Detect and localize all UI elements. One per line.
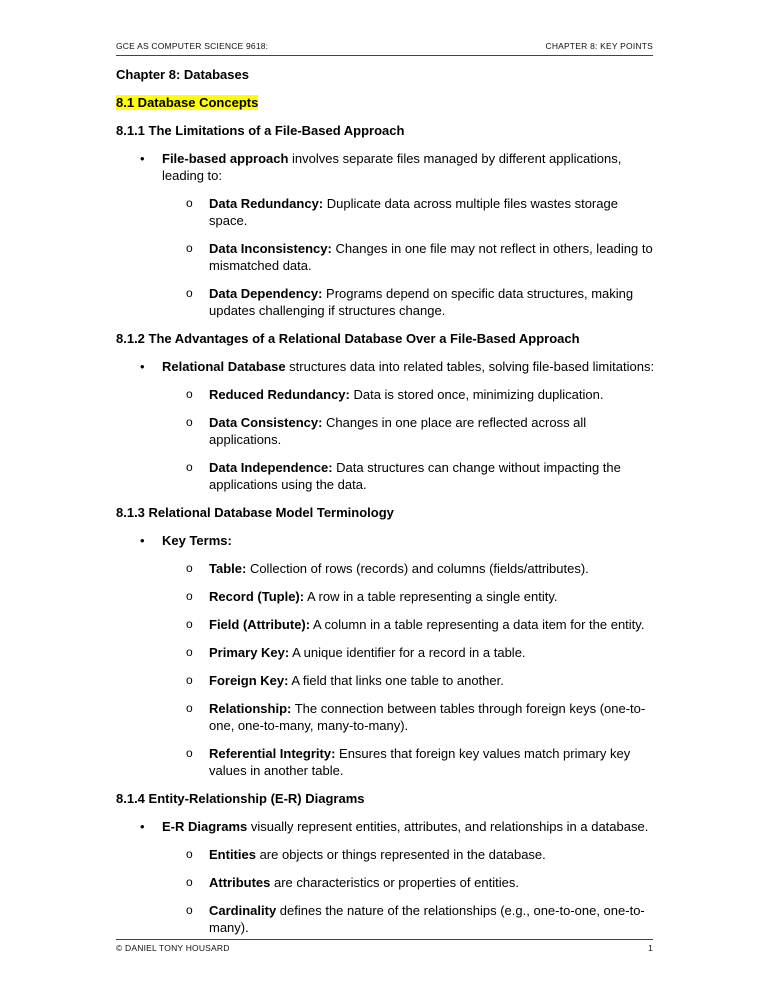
section (116, 330, 656, 493)
bullet-item (116, 818, 656, 835)
sub-bullet-item (116, 745, 656, 779)
sub-bullet-item (116, 846, 656, 863)
page-number: 1 (648, 943, 653, 953)
item-term: Data Consistency: (209, 415, 323, 430)
item-term: Data Independence: (209, 460, 333, 475)
item-text: Changes in one file may not reflect in others, leading to mismatched data. (209, 241, 653, 273)
item-text: defines the nature of the relationships (e.g., one-to-one, one-to-many). (209, 903, 645, 935)
circle-bullet-icon: o (186, 875, 193, 889)
item-term: Field (Attribute): (209, 617, 311, 632)
document-body (116, 66, 656, 947)
subsection-title: 8.1.2 The Advantages of a Relational Database Over a File-Based Approach (116, 331, 580, 346)
sub-bullet-item (116, 560, 656, 577)
bullet-term: File-based approach (162, 151, 289, 166)
item-text: Ensures that foreign key values match primary key values in another table. (209, 746, 631, 778)
subsection-title: 8.1.3 Relational Database Model Terminology (116, 505, 394, 520)
page-footer (116, 939, 653, 957)
item-text: A field that links one table to another. (288, 673, 504, 688)
bullet-text: structures data into related tables, solving file-based limitations: (285, 359, 655, 374)
circle-bullet-icon: o (186, 241, 193, 255)
footer-copyright: © DANIEL TONY HOUSARD (116, 943, 230, 953)
item-text: Data is stored once, minimizing duplication. (349, 387, 604, 402)
item-term: Record (Tuple): (209, 589, 305, 604)
item-text: Duplicate data across multiple files wastes storage space. (209, 196, 618, 228)
section (116, 122, 656, 319)
sub-bullet-item (116, 195, 656, 229)
item-text: are characteristics or properties of entities. (270, 875, 519, 890)
circle-bullet-icon: o (186, 561, 193, 575)
circle-bullet-icon: o (186, 903, 193, 917)
circle-bullet-icon: o (186, 196, 193, 210)
bullet-term: E-R Diagrams (162, 819, 248, 834)
item-term: Attributes (209, 875, 271, 890)
bullet-item (116, 532, 656, 549)
item-text: Data structures can change without impacting the applications using the data. (209, 460, 621, 492)
item-term: Data Dependency: (209, 286, 323, 301)
section-title (116, 94, 656, 111)
bullet-item (116, 358, 656, 375)
item-text: A unique identifier for a record in a table. (289, 645, 526, 660)
item-term: Data Inconsistency: (209, 241, 332, 256)
item-term: Data Redundancy: (209, 196, 324, 211)
sub-bullet-item (116, 700, 656, 734)
sub-bullet-item (116, 874, 656, 891)
sub-bullet-item (116, 902, 656, 936)
circle-bullet-icon: o (186, 847, 193, 861)
circle-bullet-icon: o (186, 617, 193, 631)
bullet-icon: • (140, 151, 145, 166)
item-text: Changes in one place are reflected across all applications. (209, 415, 587, 447)
item-term: Cardinality (209, 903, 277, 918)
bullet-item (116, 150, 656, 184)
header-chapter: CHAPTER 8: KEY POINTS (545, 41, 653, 51)
subsection-title: 8.1.1 The Limitations of a File-Based Approach (116, 123, 405, 138)
sub-bullet-item (116, 672, 656, 689)
sub-bullet-item (116, 459, 656, 493)
sub-bullet-item (116, 386, 656, 403)
item-text: The connection between tables through foreign keys (one-to-one, one-to-many, many-to-many). (209, 701, 646, 733)
item-text: A column in a table representing a data item for the entity. (310, 617, 645, 632)
item-text: A row in a table representing a single entity. (304, 589, 558, 604)
bullet-term: Relational Database (162, 359, 286, 374)
circle-bullet-icon: o (186, 286, 193, 300)
circle-bullet-icon: o (186, 387, 193, 401)
section (116, 504, 656, 779)
circle-bullet-icon: o (186, 746, 193, 760)
item-term: Primary Key: (209, 645, 290, 660)
item-term: Referential Integrity: (209, 746, 336, 761)
bullet-icon: • (140, 533, 145, 548)
header-course: GCE AS COMPUTER SCIENCE 9618: (116, 41, 269, 51)
item-text: Collection of rows (records) and columns (fields/attributes). (246, 561, 589, 576)
subsection-title: 8.1.4 Entity-Relationship (E-R) Diagrams (116, 791, 365, 806)
sub-bullet-item (116, 414, 656, 448)
sub-bullet-item (116, 616, 656, 633)
item-text: are objects or things represented in the database. (255, 847, 546, 862)
bullet-icon: • (140, 359, 145, 374)
bullet-text: involves separate files managed by different applications, leading to: (162, 151, 622, 183)
sub-bullet-item (116, 285, 656, 319)
circle-bullet-icon: o (186, 589, 193, 603)
circle-bullet-icon: o (186, 673, 193, 687)
highlighted-section-title: 8.1 Database Concepts (116, 95, 259, 110)
bullet-term: Key Terms: (162, 533, 232, 548)
item-term: Relationship: (209, 701, 292, 716)
sub-bullet-item (116, 588, 656, 605)
bullet-text: visually represent entities, attributes, and relationships in a database. (247, 819, 649, 834)
chapter-title: Chapter 8: Databases (116, 67, 249, 82)
item-text: Programs depend on specific data structures, making updates challenging if structures change. (209, 286, 634, 318)
sub-bullet-item (116, 240, 656, 274)
sub-bullet-item (116, 644, 656, 661)
item-term: Reduced Redundancy: (209, 387, 350, 402)
bullet-icon: • (140, 819, 145, 834)
circle-bullet-icon: o (186, 701, 193, 715)
item-term: Foreign Key: (209, 673, 289, 688)
item-term: Entities (209, 847, 256, 862)
item-term: Table: (209, 561, 247, 576)
circle-bullet-icon: o (186, 415, 193, 429)
section (116, 790, 656, 936)
circle-bullet-icon: o (186, 460, 193, 474)
circle-bullet-icon: o (186, 645, 193, 659)
page-header (116, 41, 653, 56)
